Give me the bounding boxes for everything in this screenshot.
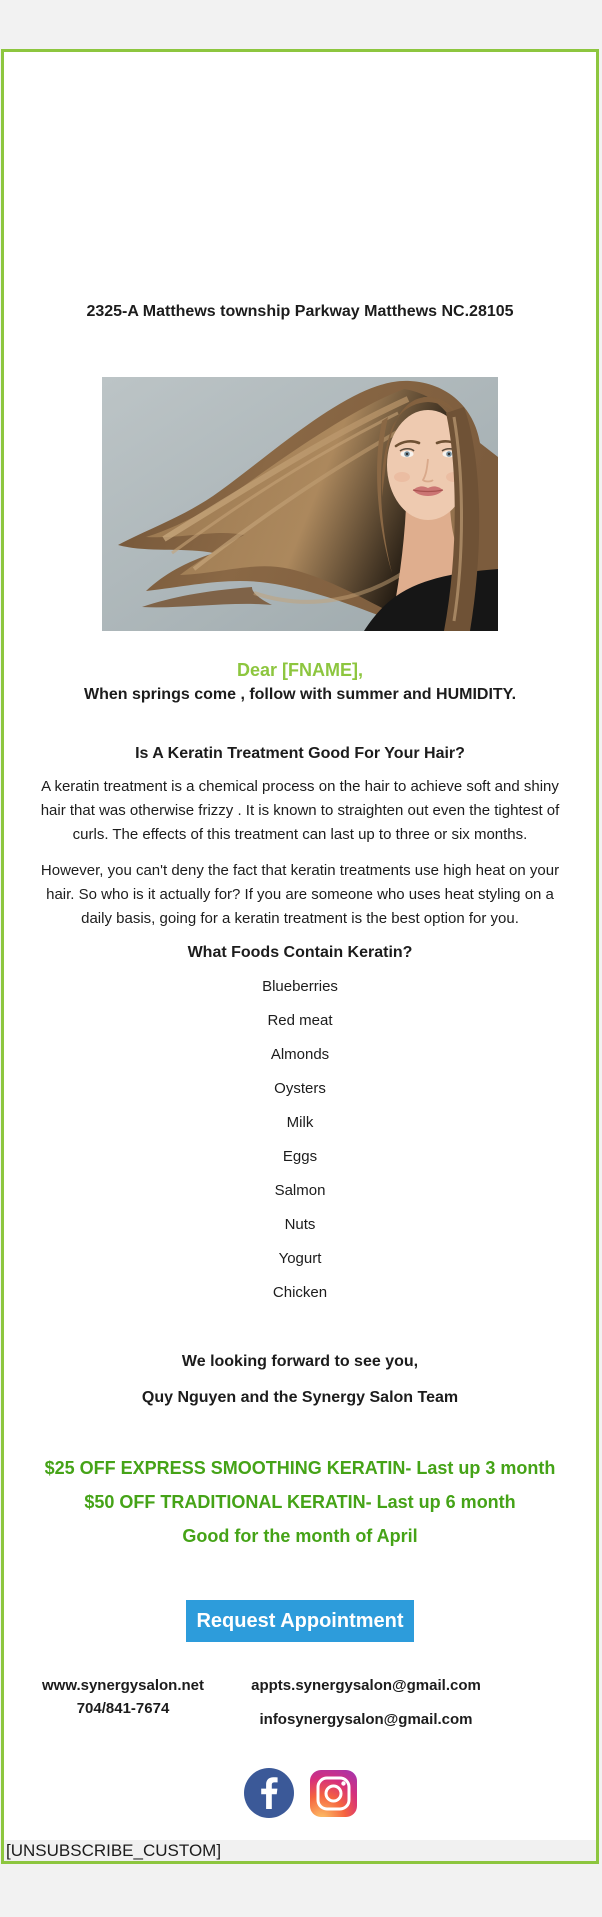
social-links [4,1768,596,1818]
paragraph-line: daily basis, going for a keratin treatment is the best option for you. [81,910,519,927]
paragraph-line: hair that was otherwise frizzy . It is known to straighten out even the tightest of [40,802,560,819]
promo-offer-traditional: $50 OFF TRADITIONAL KERATIN- Last up 6 month [84,1492,516,1512]
website-link[interactable]: www.synergysalon.net [42,1677,204,1694]
hero-image-graphic [102,377,498,631]
foods-list [4,977,596,1303]
paragraph-line: However, you can't deny the fact that keratin treatments use high heat on your [40,862,560,879]
unsubscribe-placeholder: [UNSUBSCRIBE_CUSTOM] [4,1840,596,1861]
promo-validity: Good for the month of April [182,1526,418,1546]
paragraph-line: curls. The effects of this treatment can last up to three or six months. [72,826,528,843]
info-email-link[interactable]: infosynergysalon@gmail.com [259,1711,473,1728]
hero-image [102,377,498,631]
promo-offer-express: $25 OFF EXPRESS SMOOTHING KERATIN- Last up 3 month [44,1458,556,1478]
contact-column-left [14,1676,232,1730]
signoff-team: Quy Nguyen and the Synergy Salon Team [141,1389,459,1406]
phone-number: 704/841-7674 [76,1700,170,1717]
list-item: Almonds [270,1046,330,1063]
signoff-line: We looking forward to see you, [181,1353,419,1370]
list-item: Milk [286,1114,314,1131]
list-item: Eggs [282,1148,318,1165]
instagram-icon[interactable] [310,1770,357,1817]
article-paragraph-2 [4,859,596,931]
list-item: Oysters [274,1080,326,1097]
greeting-merge-tag: Dear [FNAME], [236,660,363,680]
list-item: Nuts [284,1216,316,1233]
foods-heading: What Foods Contain Keratin? [187,944,413,961]
salon-address: 2325-A Matthews township Parkway Matthews NC.28105 [86,303,514,320]
list-item: Yogurt [278,1250,322,1267]
list-item: Blueberries [262,978,338,995]
contact-column-right [232,1676,500,1730]
email-body-card [1,49,599,1864]
facebook-icon[interactable] [244,1768,294,1818]
paragraph-line: A keratin treatment is a chemical process on the hair to achieve soft and shiny [41,778,559,795]
list-item: Chicken [272,1284,328,1301]
request-appointment-button[interactable]: Request Appointment [186,1600,414,1642]
appointments-email-link[interactable]: appts.synergysalon@gmail.com [251,1677,481,1694]
paragraph-line: hair. So who is it actually for? If you are someone who uses heat styling on a [46,886,554,903]
cta-row [4,1600,596,1642]
list-item: Salmon [274,1182,326,1199]
greeting-intro: When springs come , follow with summer and HUMIDITY. [83,686,517,703]
article-paragraph-1 [4,775,596,847]
article-heading: Is A Keratin Treatment Good For Your Hair? [135,745,465,762]
list-item: Red meat [267,1012,333,1029]
contact-block [4,1676,596,1730]
